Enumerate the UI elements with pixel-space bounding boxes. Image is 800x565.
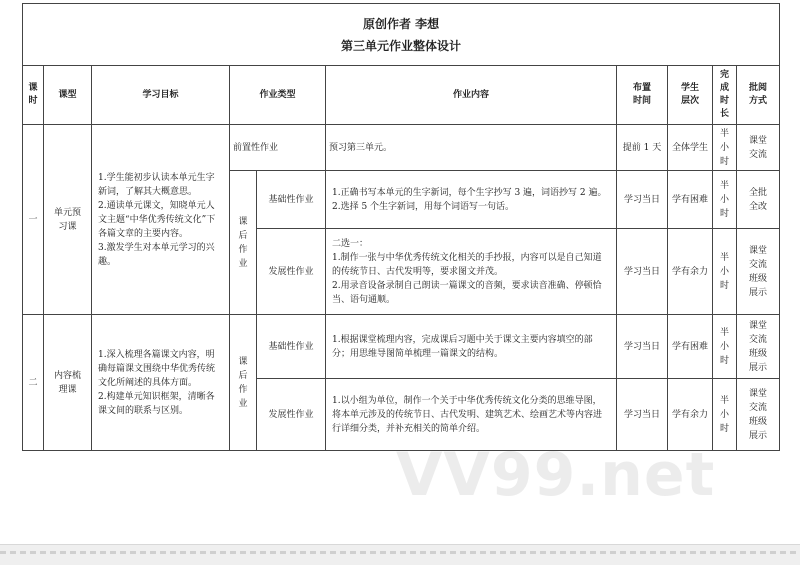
hw-content: 1.根据课堂梳理内容，完成课后习题中关于课文主要内容填空的部分；用思维导图简单梳理一篇课文的结构。	[326, 315, 617, 379]
student-level: 学有困难	[668, 171, 713, 229]
review-method: 课堂 交流 班级 展示	[737, 229, 780, 315]
hw-type-pre: 前置性作业	[230, 125, 326, 171]
homework-design-table	[22, 3, 780, 451]
page-divider	[0, 551, 800, 554]
header-goal: 学习目标	[92, 66, 230, 125]
header-duration: 完 成 时 长	[713, 66, 737, 125]
author-line: 原创作者 李想	[362, 16, 440, 31]
header-row	[23, 66, 780, 125]
hw-content: 1.正确书写本单元的生字新词，每个生字抄写 3 遍，词语抄写 2 遍。 2.选择 5 个生字新词，用每个词语写一句话。	[326, 171, 617, 229]
hw-type: 发展性作业	[257, 229, 326, 315]
duration: 半 小 时	[713, 171, 737, 229]
hw-type: 发展性作业	[257, 379, 326, 451]
duration: 半 小 时	[713, 229, 737, 315]
header-level: 学生 层次	[668, 66, 713, 125]
table-row	[23, 315, 780, 379]
document-title: 第三单元作业整体设计	[341, 38, 462, 53]
hw-time: 学习当日	[617, 171, 668, 229]
watermark: VV99.net	[396, 440, 716, 510]
student-level: 学有余力	[668, 229, 713, 315]
learning-goals: 1.学生能初步认读本单元生字新词，了解其大概意思。 2.通读单元课文，知晓单元人文主题“中华优秀传统文化”下各篇文章的主要内容。 3.激发学生对本单元学习的兴趣。	[92, 125, 230, 315]
hw-time: 提前 1 天	[617, 125, 668, 171]
hw-time: 学习当日	[617, 379, 668, 451]
student-level: 学有困难	[668, 315, 713, 379]
header-time: 布置 时间	[617, 66, 668, 125]
learning-goals: 1.深入梳理各篇课文内容，明确每篇课文围绕中华优秀传统文化所阐述的具体方面。 2.构建单元知识框架，清晰各课文间的联系与区别。	[92, 315, 230, 451]
student-level: 学有余力	[668, 379, 713, 451]
review-method: 课堂 交流 班级 展示	[737, 315, 780, 379]
review-method: 课堂 交流 班级 展示	[737, 379, 780, 451]
lesson-number: 二	[23, 315, 44, 451]
header-hw-content: 作业内容	[326, 66, 617, 125]
header-hw-type: 作业类型	[230, 66, 326, 125]
hw-type: 基础性作业	[257, 315, 326, 379]
table-row	[23, 125, 780, 171]
lesson-number: 一	[23, 125, 44, 315]
header-type: 课型	[44, 66, 92, 125]
hw-time: 学习当日	[617, 229, 668, 315]
after-class-label: 课 后 作 业	[230, 315, 257, 451]
duration: 半 小 时	[713, 379, 737, 451]
header-review: 批阅 方式	[737, 66, 780, 125]
review-method: 课堂 交流	[737, 125, 780, 171]
duration: 半 小 时	[713, 315, 737, 379]
hw-content: 1.以小组为单位，制作一个关于中华优秀传统文化分类的思维导图，将本单元涉及的传统节日、古代发明、建筑艺术、绘画艺术等内容进行详细分类，并补充相关的简单介绍。	[326, 379, 617, 451]
student-level: 全体学生	[668, 125, 713, 171]
page-bottom-strip	[0, 544, 800, 565]
hw-type: 基础性作业	[257, 171, 326, 229]
review-method: 全批 全改	[737, 171, 780, 229]
after-class-label: 课 后 作 业	[230, 171, 257, 315]
header-lesson: 课 时	[23, 66, 44, 125]
duration: 半 小 时	[713, 125, 737, 171]
lesson-type: 单元预 习课	[44, 125, 92, 315]
hw-content: 二选一： 1.制作一张与中华优秀传统文化相关的手抄报，内容可以是自己知道的传统节日、古代发明等，要求图文并茂。 2.用录音设备录制自己朗读一篇课文的音频，要求读音准确、停顿恰当、语句通顺。	[326, 229, 617, 315]
hw-time: 学习当日	[617, 315, 668, 379]
lesson-type: 内容梳 理课	[44, 315, 92, 451]
hw-content: 预习第三单元。	[326, 125, 617, 171]
title-block	[23, 4, 780, 66]
